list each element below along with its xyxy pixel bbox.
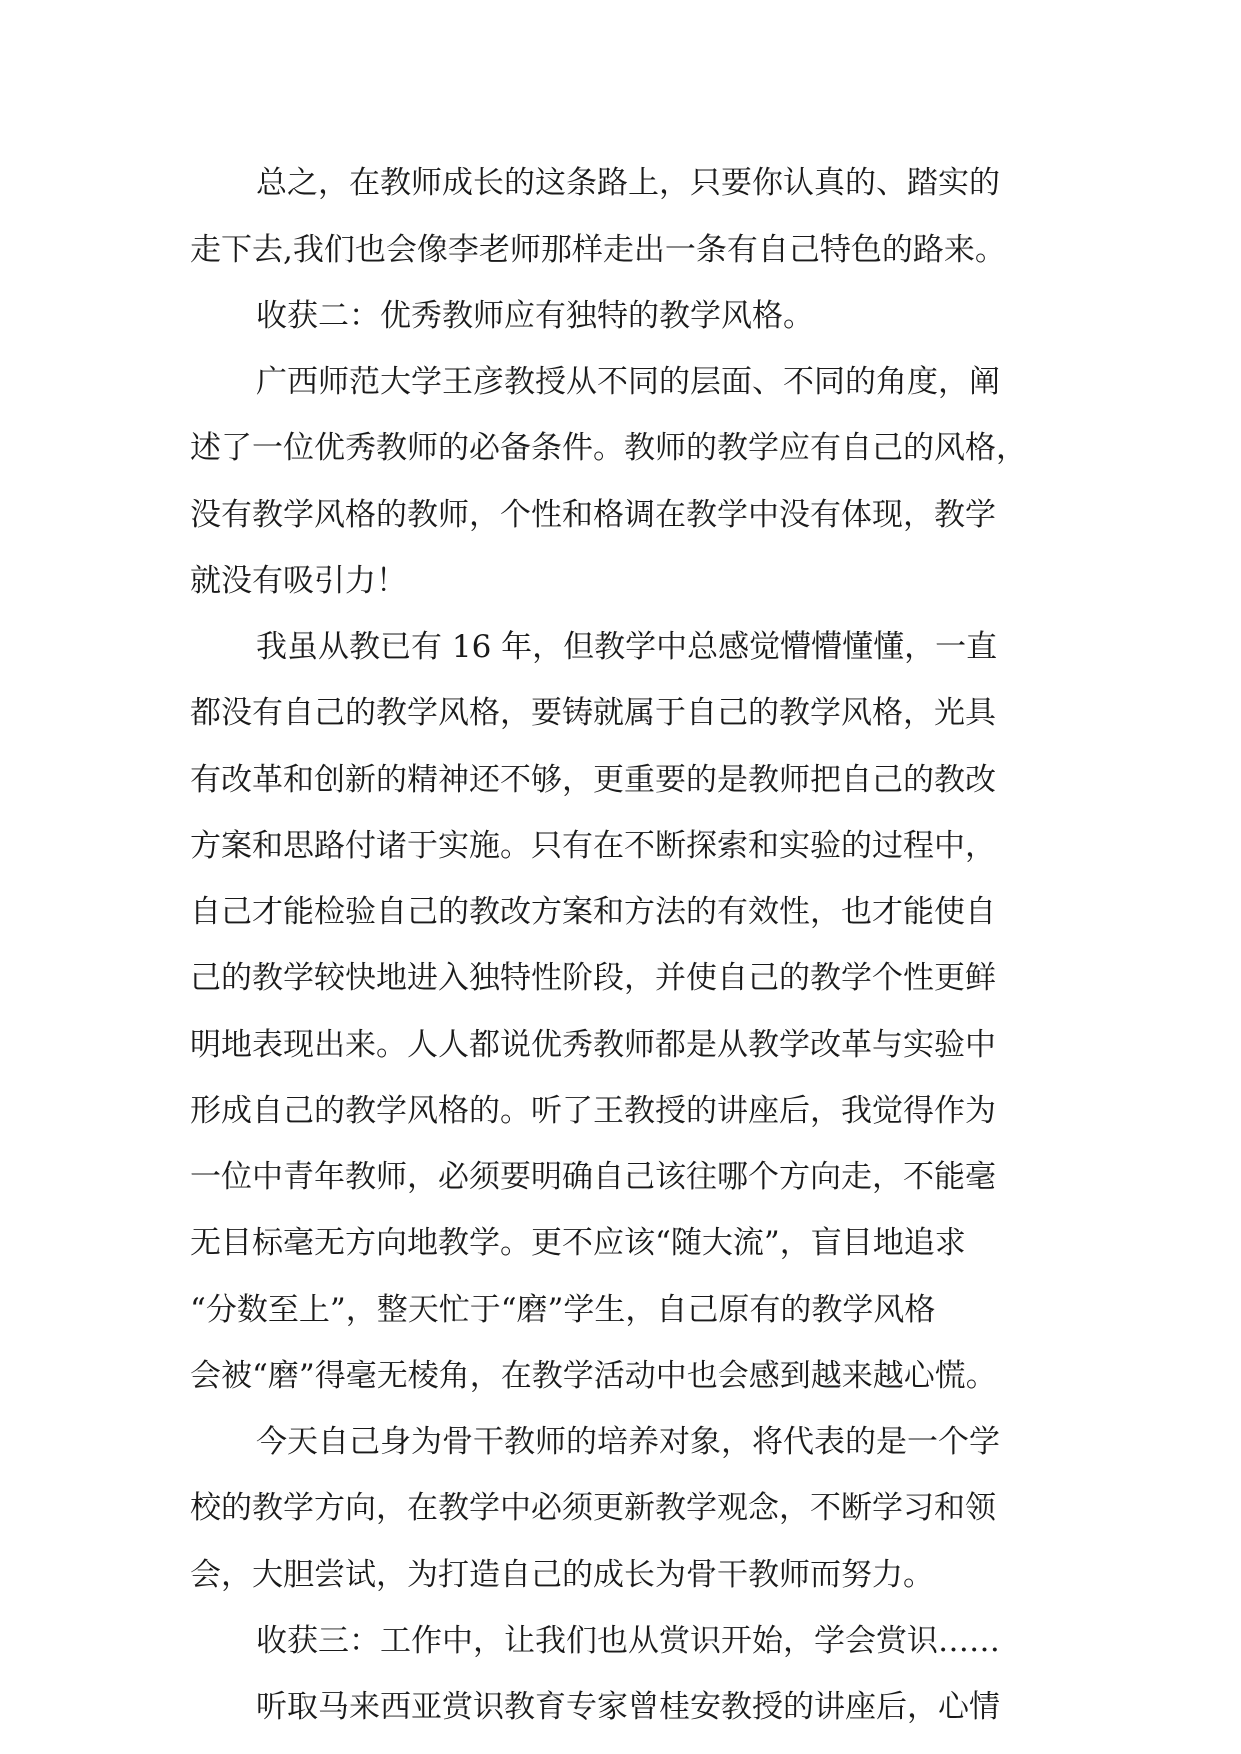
text-line: “分数至上”，整天忙于“磨”学生，自己原有的教学风格 — [190, 1292, 936, 1328]
text-line: 都没有自己的教学风格，要铸就属于自己的教学风格，光具 — [190, 695, 996, 731]
text-line: 形成自己的教学风格的。听了王教授的讲座后，我觉得作为 — [190, 1093, 996, 1129]
text-line: 收获二：优秀教师应有独特的教学风格。 — [256, 298, 814, 334]
text-line: 会，大胆尝试，为打造自己的成长为骨干教师而努力。 — [190, 1557, 934, 1593]
text-line: 走下去,我们也会像李老师那样走出一条有自己特色的路来。 — [190, 232, 1006, 268]
text-line: 总之，在教师成长的这条路上，只要你认真的、踏实的 — [256, 165, 1000, 201]
text-line: 我虽从教已有 16 年，但教学中总感觉懵懵懂懂，一直 — [256, 629, 998, 665]
text-line: 无目标毫无方向地教学。更不应该“随大流”，盲目地追求 — [190, 1225, 966, 1261]
text-line: 广西师范大学王彦教授从不同的层面、不同的角度，阐 — [256, 364, 1000, 400]
text-line: 收获三：工作中，让我们也从赏识开始，学会赏识…… — [256, 1623, 1000, 1659]
text-line: 就没有吸引力！ — [190, 563, 407, 599]
text-line: 述了一位优秀教师的必备条件。教师的教学应有自己的风格， — [190, 430, 1027, 466]
text-line: 会被“磨”得毫无棱角，在教学活动中也会感到越来越心慌。 — [190, 1358, 997, 1394]
text-line: 明地表现出来。人人都说优秀教师都是从教学改革与实验中 — [190, 1027, 996, 1063]
text-line: 方案和思路付诸于实施。只有在不断探索和实验的过程中， — [190, 828, 996, 864]
text-line: 自己才能检验自己的教改方案和方法的有效性，也才能使自 — [190, 894, 996, 930]
text-line: 一位中青年教师，必须要明确自己该往哪个方向走，不能毫 — [190, 1159, 996, 1195]
text-line: 听取马来西亚赏识教育专家曾桂安教授的讲座后，心情 — [256, 1689, 1000, 1725]
text-line: 今天自己身为骨干教师的培养对象，将代表的是一个学 — [256, 1424, 1000, 1460]
text-line: 己的教学较快地进入独特性阶段，并使自己的教学个性更鲜 — [190, 960, 996, 996]
text-line: 没有教学风格的教师，个性和格调在教学中没有体现，教学 — [190, 497, 996, 533]
text-line: 有改革和创新的精神还不够，更重要的是教师把自己的教改 — [190, 762, 996, 798]
text-line: 校的教学方向，在教学中必须更新教学观念，不断学习和领 — [190, 1490, 996, 1526]
